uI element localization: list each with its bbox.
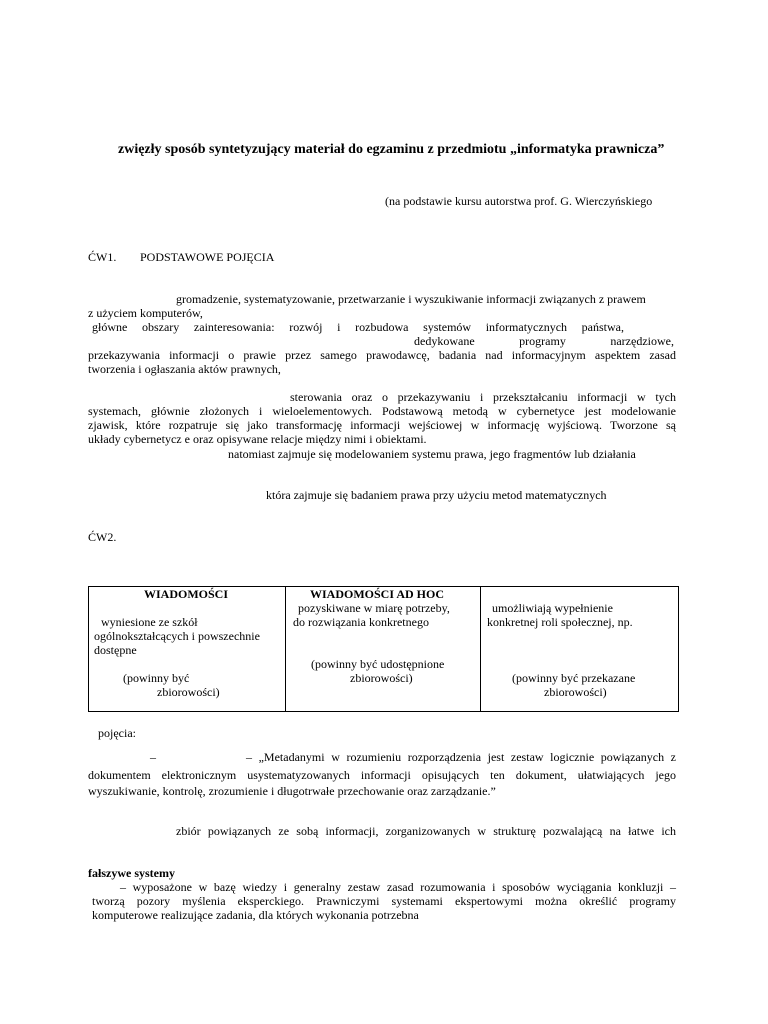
- p2-line5: natomiast zajmuje się modelowaniem systemu prawa, jego fragmentów lub działania: [228, 447, 636, 461]
- expert-line2: tworzą pozory myślenia eksperckiego. Prawniczymi systemami ekspertowymi można określić programy: [92, 894, 676, 908]
- p2-line1: sterowania oraz o przekazywaniu i przekształcaniu informacji w tych: [290, 390, 676, 404]
- database-line1: zbiór powiązanych ze sobą informacji, zorganizowanych w strukturę pozwalającą na łatwe ich: [176, 824, 676, 838]
- metadata-line1: – „Metadanymi w rozumieniu rozporządzenia jest zestaw logicznie powiązanych z: [246, 750, 676, 764]
- p1-line1: gromadzenie, systematyzowanie, przetwarzanie i wyszukiwanie informacji związanych z prawem: [176, 292, 646, 306]
- col1-line5: zbiorowości): [157, 685, 220, 699]
- col2-line4: zbiorowości): [350, 671, 413, 685]
- metadata-dash: –: [150, 750, 156, 764]
- col3-line2: konkretnej roli społecznej, np.: [487, 615, 633, 629]
- p1-line3: główne obszary zainteresowania: rozwój i rozbudowa systemów informatycznych państwa,: [92, 320, 624, 334]
- document-subtitle: (na podstawie kursu autorstwa prof. G. Wierczyńskiego: [385, 194, 653, 208]
- p1-line6: tworzenia i ogłaszania aktów prawnych,: [88, 362, 281, 376]
- col1-header: WIADOMOŚCI: [144, 587, 229, 601]
- concepts-label: pojęcia:: [98, 726, 136, 740]
- col1-line4: (powinny być: [123, 671, 190, 685]
- p1-line5: przekazywania informacji o prawie przez samego prawodawcę, badania nad informacyjnym aspektem zasad: [88, 348, 676, 362]
- document-title: zwięzły sposób syntetyzujący materiał do egzaminu z przedmiotu „informatyka prawnicza”: [118, 142, 665, 157]
- table-cell-third: [481, 587, 679, 712]
- col2-line1: pozyskiwane w miarę potrzeby,: [298, 601, 450, 615]
- table-cell-wiadomosci-ad-hoc: [286, 587, 481, 712]
- p3-line1: która zajmuje się badaniem prawa przy użyciu metod matematycznych: [266, 488, 607, 502]
- p1-line2: z użyciem komputerów,: [88, 306, 203, 320]
- metadata-line3: wyszukiwanie, kontrolę, zrozumienie i długotrwałe przechowanie oraz zarządzanie.”: [88, 784, 496, 798]
- expert-line3: komputerowe realizujące zadania, dla których wykonania potrzebna: [92, 908, 419, 922]
- section1-heading: PODSTAWOWE POJĘCIA: [140, 250, 275, 264]
- col1-line1: wyniesione ze szkół: [101, 615, 198, 629]
- p1-line4: dedykowane programy narzędziowe,: [414, 334, 674, 348]
- expert-line1: – wyposażone w bazę wiedzy i generalny zestaw zasad rozumowania i sposobów wyciągania konkluzji –: [120, 880, 676, 894]
- col3-line4: zbiorowości): [544, 685, 607, 699]
- section2-number: ĆW2.: [88, 530, 117, 544]
- section1-number: ĆW1.: [88, 250, 117, 264]
- knowledge-table: [88, 586, 679, 712]
- col3-line1: umożliwiają wypełnienie: [492, 601, 613, 615]
- metadata-line2: dokumentem elektronicznym usystematyzowanych informacji opisujących ten dokument, ułatwiających jego: [88, 768, 676, 782]
- p2-line3: zjawisk, które rozpatruje się jako transformację informacji wejściowej w informację wyjściową. Tworzone są: [88, 418, 676, 432]
- col1-line2: ogólnokształcących i powszechnie: [94, 629, 260, 643]
- col2-line3: (powinny być udostępnione: [311, 657, 445, 671]
- p2-line2: systemach, głównie złożonych i wieloelementowych. Podstawową metodą w cybernetyce jest modelowanie: [88, 404, 676, 418]
- expert-heading: fałszywe systemy: [88, 866, 175, 880]
- table-cell-wiadomosci: [89, 587, 286, 712]
- col1-line3: dostępne: [94, 643, 137, 657]
- col2-header: WIADOMOŚCI AD HOC: [310, 587, 445, 601]
- col2-line2: do rozwiązania konkretnego: [293, 615, 429, 629]
- col3-line3: (powinny być przekazane: [512, 671, 636, 685]
- p2-line4: układy cybernetycz e oraz opisywane relacje między nimi i obiektami.: [88, 432, 427, 446]
